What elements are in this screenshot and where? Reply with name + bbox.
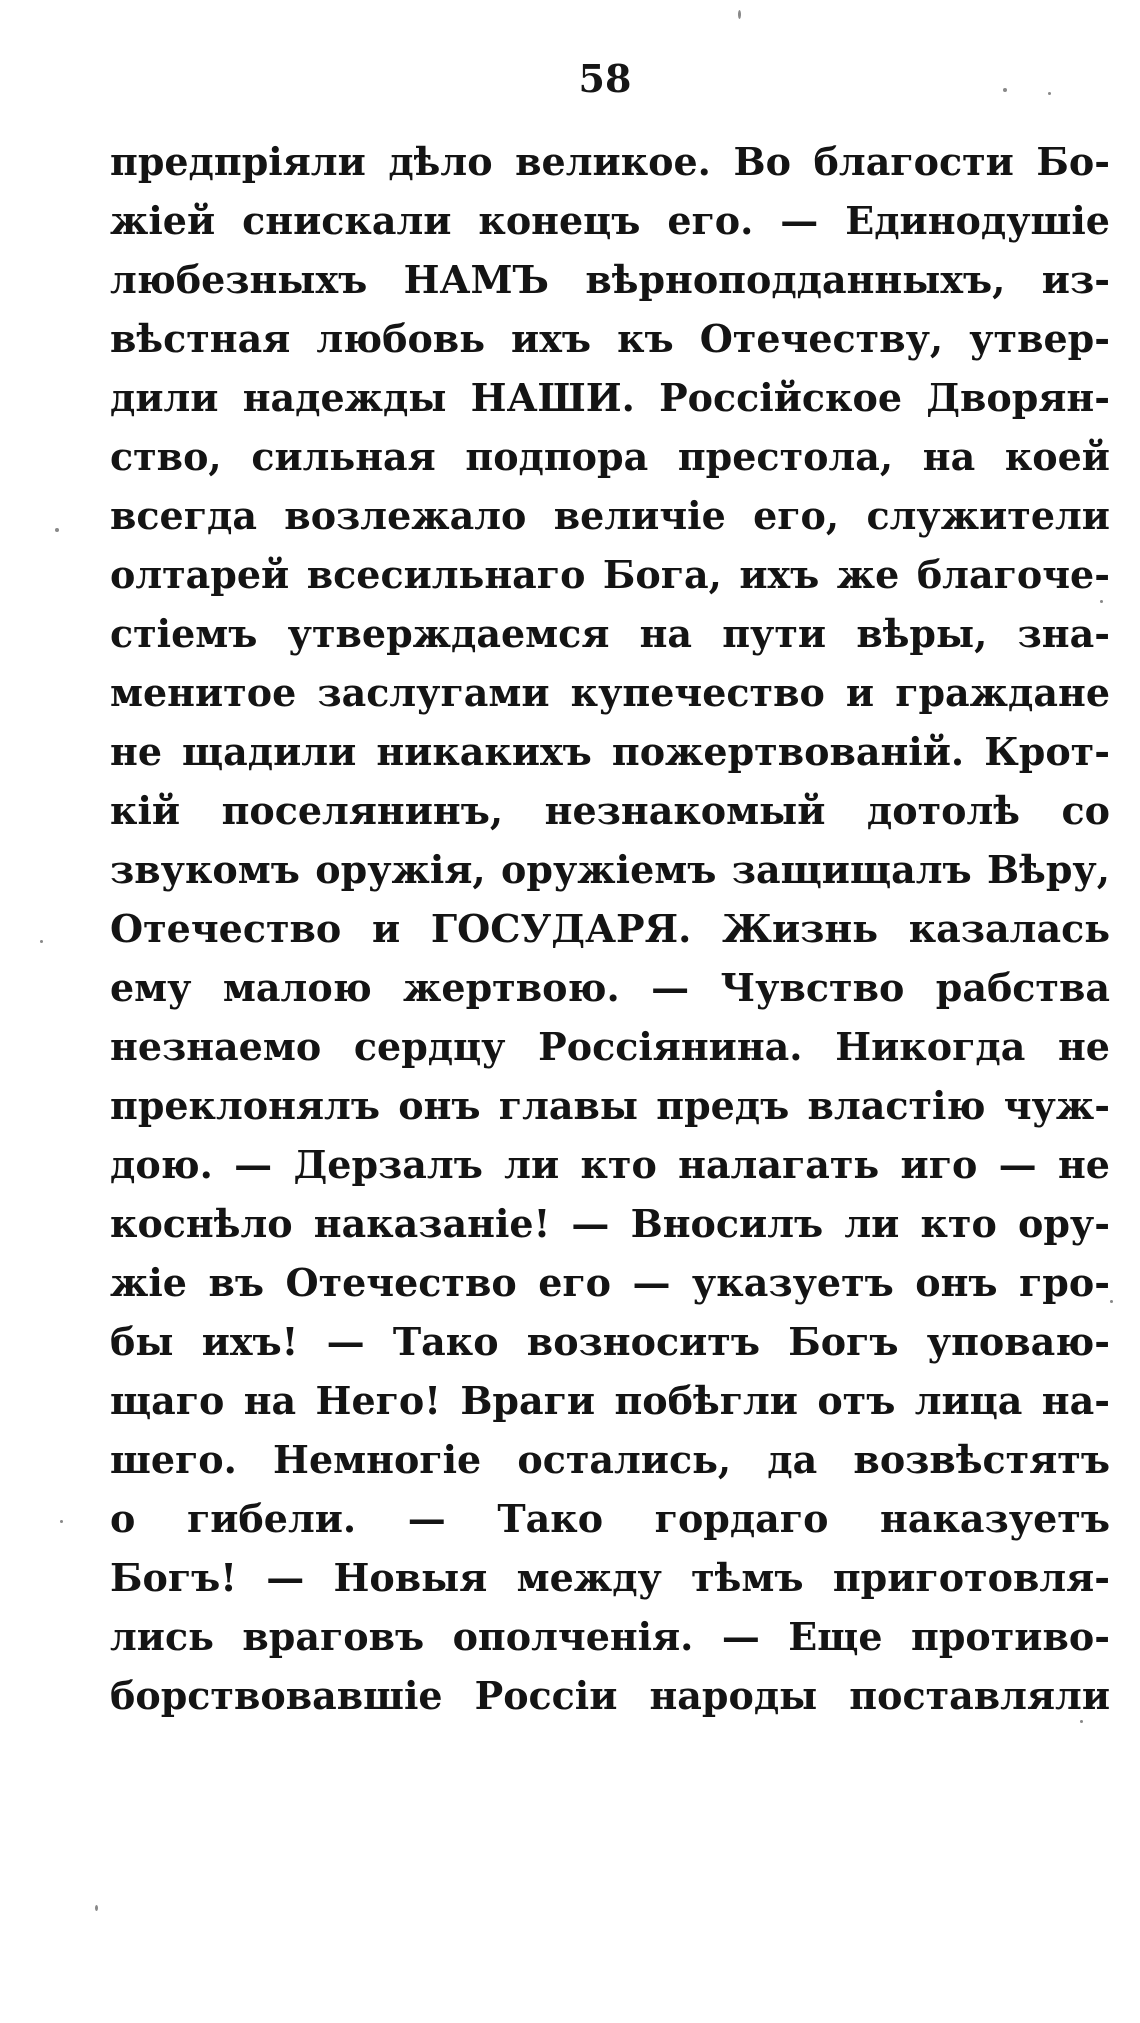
text-line: лись враговъ ополченія. — Еще противо-	[110, 1614, 1110, 1659]
paper-speck	[738, 10, 741, 19]
paper-speck	[1110, 1300, 1113, 1303]
text-line: кій поселянинъ, незнакомый дотолѣ со	[110, 788, 1110, 833]
paper-speck	[60, 1520, 63, 1523]
paper-speck	[55, 528, 59, 532]
text-line: преклонялъ онъ главы предъ властію чуж-	[110, 1083, 1110, 1128]
text-line: звукомъ оружія, оружіемъ защищалъ Вѣру,	[110, 847, 1110, 892]
paper-speck	[1003, 88, 1007, 92]
text-line: предпріяли дѣло великое. Во благости Бо-	[110, 139, 1110, 184]
paper-speck	[40, 940, 43, 943]
paper-speck	[1048, 92, 1051, 95]
text-line: борствовавшіе Россіи народы поставляли	[110, 1673, 1110, 1718]
text-line: дили надежды НАШИ. Россійское Дворян-	[110, 375, 1110, 420]
text-line: о гибели. — Тако гордаго наказуетъ	[110, 1496, 1110, 1541]
body-text	[110, 132, 1110, 1725]
text-line: шего. Немногіе остались, да возвѣстятъ	[110, 1437, 1110, 1482]
text-line: бы ихъ! — Тако возноситъ Богъ уповаю-	[110, 1319, 1110, 1364]
paper-speck	[95, 1905, 98, 1911]
text-line: коснѣло наказаніе! — Вносилъ ли кто ору-	[110, 1201, 1110, 1246]
text-line: всегда возлежало величіе его, служители	[110, 493, 1110, 538]
text-line: стіемъ утверждаемся на пути вѣры, зна-	[110, 611, 1110, 656]
text-line: Богъ! — Новыя между тѣмъ приготовля-	[110, 1555, 1110, 1600]
text-line: Отечество и ГОСУДАРЯ. Жизнь казалась	[110, 906, 1110, 951]
page-number: 58	[578, 56, 632, 101]
text-line: незнаемо сердцу Россіянина. Никогда не	[110, 1024, 1110, 1069]
text-line: не щадили никакихъ пожертвованій. Крот-	[110, 729, 1110, 774]
text-line: любезныхъ НАМЪ вѣрноподданныхъ, из-	[110, 257, 1110, 302]
text-line: вѣстная любовь ихъ къ Отечеству, утвер-	[110, 316, 1110, 361]
text-line: дою. — Дерзалъ ли кто налагать иго — не	[110, 1142, 1110, 1187]
text-line: жіей снискали конецъ его. — Единодушіе	[110, 198, 1110, 243]
text-line: ство, сильная подпора престола, на коей	[110, 434, 1110, 479]
text-line: олтарей всесильнаго Бога, ихъ же благоче-	[110, 552, 1110, 597]
text-line: менитое заслугами купечество и граждане	[110, 670, 1110, 715]
paper-speck	[1100, 600, 1103, 603]
text-line: щаго на Него! Враги побѣгли отъ лица на-	[110, 1378, 1110, 1423]
text-line: жіе въ Отечество его — указуетъ онъ гро-	[110, 1260, 1110, 1305]
paper-speck	[1080, 1720, 1083, 1723]
text-line: ему малою жертвою. — Чувство рабства	[110, 965, 1110, 1010]
